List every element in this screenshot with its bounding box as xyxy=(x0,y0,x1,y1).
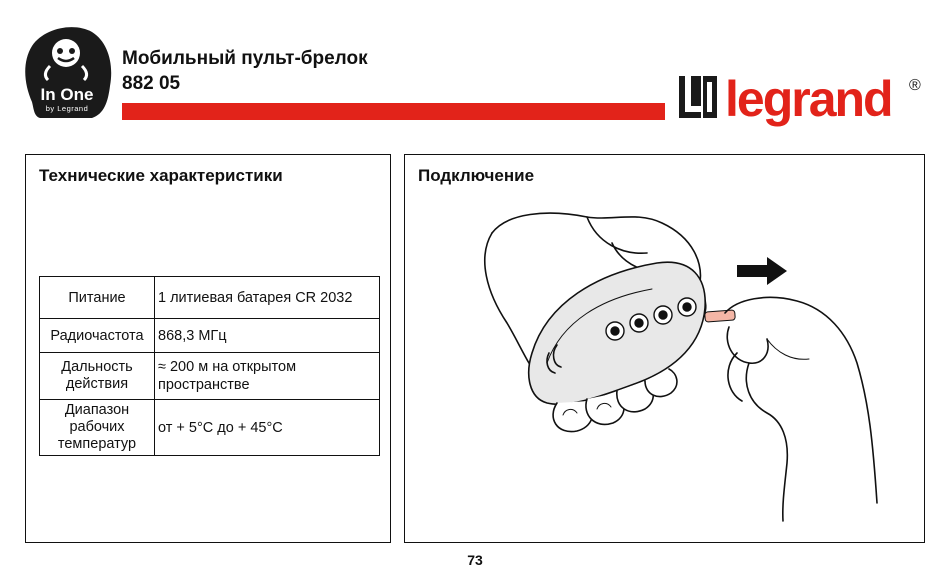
header-red-bar xyxy=(122,103,665,120)
table-row xyxy=(40,319,380,353)
document-title xyxy=(122,46,368,96)
page-number: 73 xyxy=(467,552,483,568)
in-one-text: In One xyxy=(40,85,94,104)
specs-panel xyxy=(25,154,391,543)
table-row xyxy=(40,277,380,319)
spec-value-cell: 1 литиевая батарея CR 2032 xyxy=(155,277,380,319)
specs-table xyxy=(39,276,380,456)
spec-key-cell: Питание xyxy=(40,277,155,319)
connection-title: Подключение xyxy=(418,166,535,185)
by-legrand-text: by Legrand xyxy=(45,104,89,113)
battery-tab-removal-illustration xyxy=(437,203,897,523)
table-row xyxy=(40,353,380,400)
spec-value-cell: 868,3 МГц xyxy=(155,319,380,353)
product-code: 882 05 xyxy=(122,73,181,94)
table-row xyxy=(40,400,380,456)
spec-key-cell: Радиочастота xyxy=(40,319,155,353)
battery-pull-tab xyxy=(705,310,736,322)
in-one-logo xyxy=(22,24,114,120)
connection-panel xyxy=(404,154,925,543)
legrand-logo xyxy=(677,70,927,132)
spec-key-cell: Дальность действия xyxy=(40,353,155,400)
spec-value-cell: от + 5°C до + 45°C xyxy=(155,400,380,456)
legrand-wordmark: legrand xyxy=(725,71,892,127)
registered-mark: ® xyxy=(909,77,921,94)
specs-title: Технические характеристики xyxy=(39,166,283,185)
spec-key-cell: Диапазон рабочих температур xyxy=(40,400,155,456)
legrand-mark-icon xyxy=(679,76,717,118)
pull-direction-arrow-icon xyxy=(737,257,787,285)
spec-value-cell: ≈ 200 м на открытом пространстве xyxy=(155,353,380,400)
product-name: Мобильный пульт-брелок xyxy=(122,48,368,69)
